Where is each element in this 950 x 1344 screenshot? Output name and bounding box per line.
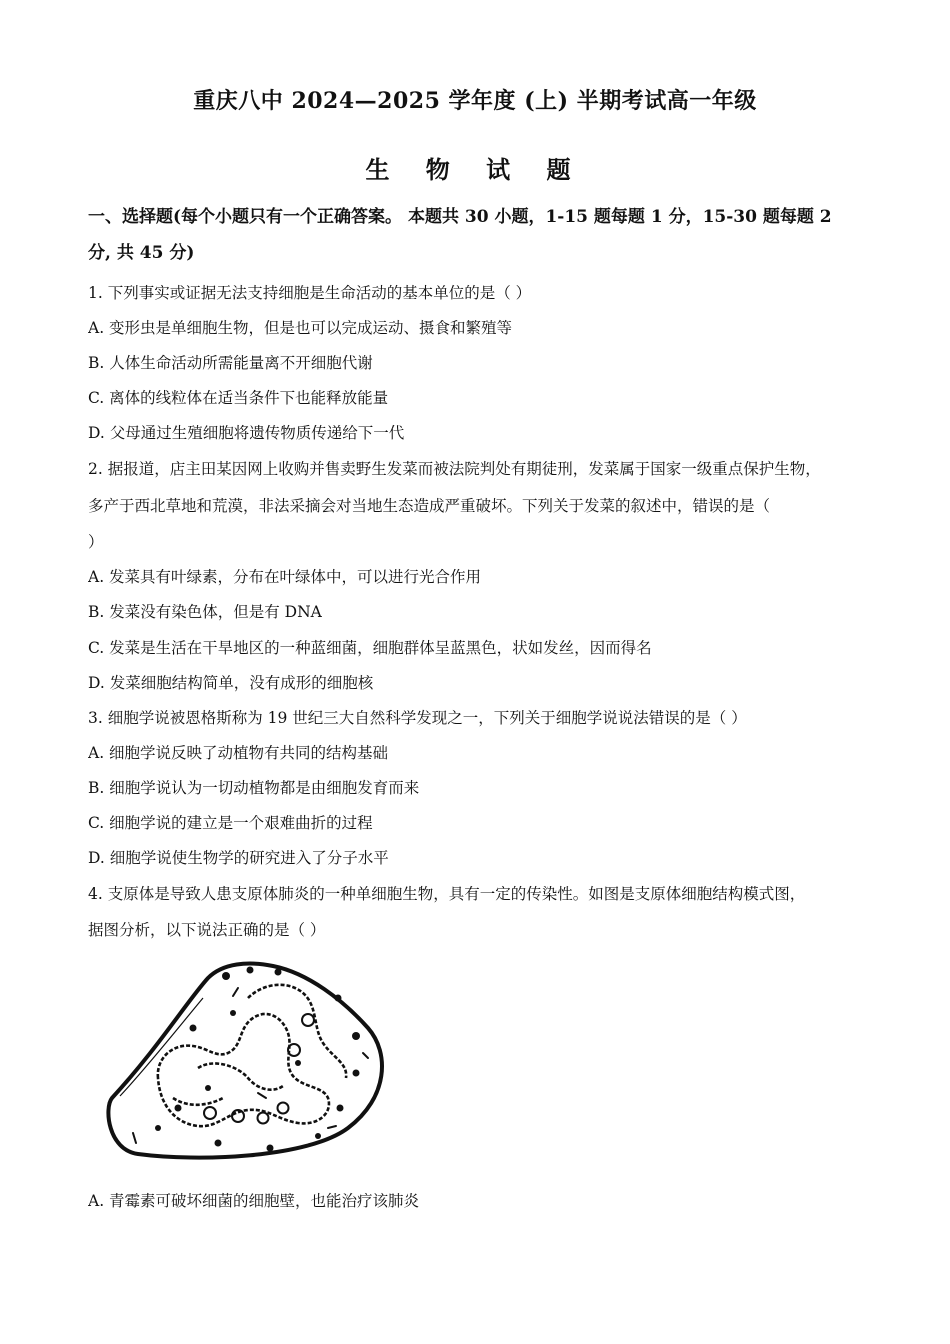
question-4-option-a: A. 青霉素可破坏细菌的细胞壁，也能治疗该肺炎	[88, 1192, 420, 1210]
question-3-stem: 3. 细胞学说被恩格斯称为 19 世纪三大自然科学发现之一，下列关于细胞学说说法错误的是（ ）	[88, 709, 747, 727]
cytoplasm-marks	[133, 988, 368, 1143]
question-2-option-d: D. 发菜细胞结构简单，没有成形的细胞核	[88, 674, 374, 692]
question-2-stem: 2. 据报道，店主田某因网上收购并售卖野生发菜而被法院判处有期徒刑，发菜属于国家一级重点保护生物，	[88, 460, 821, 478]
question-1-stem: 1. 下列事实或证据无法支持细胞是生命活动的基本单位的是（ ）	[88, 284, 532, 302]
question-1-option-b: B. 人体生命活动所需能量离不开细胞代谢	[88, 354, 373, 372]
question-2-stem-cont: 多产于西北草地和荒漠，非法采摘会对当地生态造成严重破坏。下列关于发菜的叙述中，错误的是（	[88, 497, 771, 515]
section-heading: 一、选择题(每个小题只有一个正确答案。 本题共 30 小题，1-15 题每题 1 分，15-30 题每题 2	[88, 207, 832, 227]
exam-title: 重庆八中 2024—2025 学年度 (上) 半期考试高一年级	[193, 88, 757, 114]
question-1-option-d: D. 父母通过生殖细胞将遗传物质传递给下一代	[88, 424, 405, 442]
question-3-option-d: D. 细胞学说使生物学的研究进入了分子水平	[88, 849, 389, 867]
question-3-option-b: B. 细胞学说认为一切动植物都是由细胞发育而来	[88, 779, 420, 797]
question-2-stem-end: ）	[88, 533, 104, 551]
question-1-option-c: C. 离体的线粒体在适当条件下也能释放能量	[88, 389, 389, 407]
question-4-stem: 4. 支原体是导致人患支原体肺炎的一种单细胞生物，具有一定的传染性。如图是支原体细胞结构模式图，	[88, 885, 806, 903]
mycoplasma-cell-diagram	[98, 958, 388, 1163]
question-4-stem-cont: 据图分析，以下说法正确的是（ ）	[88, 921, 326, 939]
cell-membrane	[108, 964, 382, 1158]
vesicles	[204, 1014, 314, 1124]
question-2-option-a: A. 发菜具有叶绿素，分布在叶绿体中，可以进行光合作用	[88, 568, 482, 586]
section-heading-cont: 分, 共 45 分)	[88, 243, 195, 263]
question-1-option-a: A. 变形虫是单细胞生物，但是也可以完成运动、摄食和繁殖等	[88, 319, 513, 337]
question-3-option-c: C. 细胞学说的建立是一个艰难曲折的过程	[88, 814, 373, 832]
question-2-option-b: B. 发菜没有染色体，但是有 DNA	[88, 603, 322, 621]
question-3-option-a: A. 细胞学说反映了动植物有共同的结构基础	[88, 744, 389, 762]
subject-title: 生 物 试 题	[365, 155, 585, 184]
question-2-option-c: C. 发菜是生活在干旱地区的一种蓝细菌，细胞群体呈蓝黑色，状如发丝，因而得名	[88, 639, 652, 657]
